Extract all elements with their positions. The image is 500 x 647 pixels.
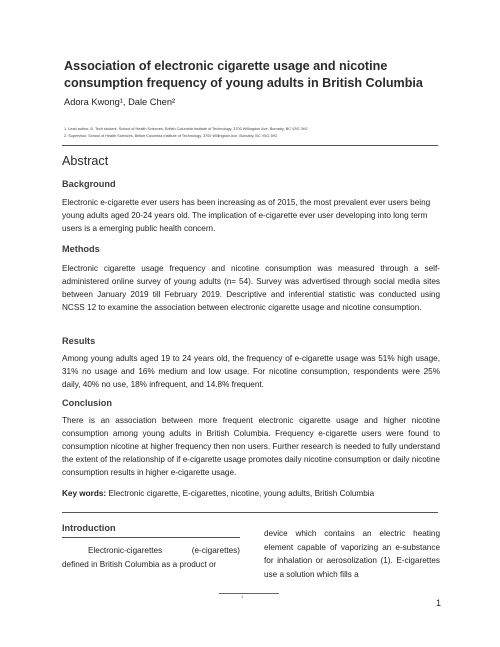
introduction-rule (62, 537, 240, 538)
keywords-label: Key words: (62, 489, 107, 498)
keywords-text: Electronic cigarette, E-cigarettes, nicotine, young adults, British Columbia (106, 489, 375, 498)
background-text: Electronic e-cigarette ever users has been increasing as of 2015, the most prevalent ever users being young adults aged 20-24 years old. The implication of e-cigarette ever user developing into long term users is a emerging public health concern. (62, 198, 431, 233)
affiliation-2: 2. Supervisor, School of Health Sciences, British Columbia Institute of Technology, 3700 Willingdon Ave, Burnaby, BC V5G 3H2 (64, 134, 278, 138)
introduction-left-column: Electronic-cigarettes (e-cigarettes) defined in British Columbia as a product or (62, 546, 240, 569)
paper-title: Association of electronic cigarette usage and nicotine consumption frequency of young adults in British Columbia (64, 59, 423, 90)
abstract-heading: Abstract (62, 154, 109, 168)
footnote-mark: 1 (241, 595, 244, 599)
header-rule (62, 145, 438, 146)
introduction-right-column: device which contains an electric heating element capable of vaporizing an e-substance for inhalation or aerosolization (1). E-cigarettes use a solution which fills a (264, 529, 440, 579)
introduction-heading: Introduction (62, 523, 116, 533)
methods-text: Electronic cigarette usage frequency and nicotine consumption was measured through a self-administered online survey of young adults (n= 54). Survey was advertised through social media sites between January 2019 till February 2019. Descriptive and inferential statistic was conducted using NCSS 12 to examine the association between electronic cigarette usage and nicotine consumption. (62, 264, 440, 312)
footnote-rule (219, 593, 279, 594)
page-number: 1 (436, 598, 442, 608)
authors: Adora Kwong¹, Dale Chen² (64, 97, 176, 107)
conclusion-heading: Conclusion (62, 398, 113, 408)
methods-heading: Methods (62, 244, 100, 254)
results-text: Among young adults aged 19 to 24 years old, the frequency of e-cigarette usage was 51% high usage, 31% no usage and 16% medium and low usage. For nicotine consumption, respondents were 25% daily, 40% no use, 18% infrequent, and 14.8% frequent. (62, 354, 440, 389)
keywords-line (62, 489, 374, 498)
affiliation-1: 1. Lead author, B. Tech student, School of Health Sciences, British Columbia Institute of Technology, 3700 Willingdon Ave, Burnaby, BC V5G 3H2 (64, 127, 308, 131)
abstract-end-rule (62, 512, 438, 513)
background-heading: Background (62, 179, 116, 189)
results-heading: Results (62, 336, 96, 346)
conclusion-text: There is an association between more frequent electronic cigarette usage and higher nicotine consumption among young adults in British Columbia. Frequency e-cigarette users were found to consumption nicotine at higher frequency then non users. Further research is needed to fully understand the extent of the relationship of if e-cigarette usage promotes daily nicotine consumption or daily nicotine consumption results in higher e-cigarette usage. (62, 416, 440, 477)
